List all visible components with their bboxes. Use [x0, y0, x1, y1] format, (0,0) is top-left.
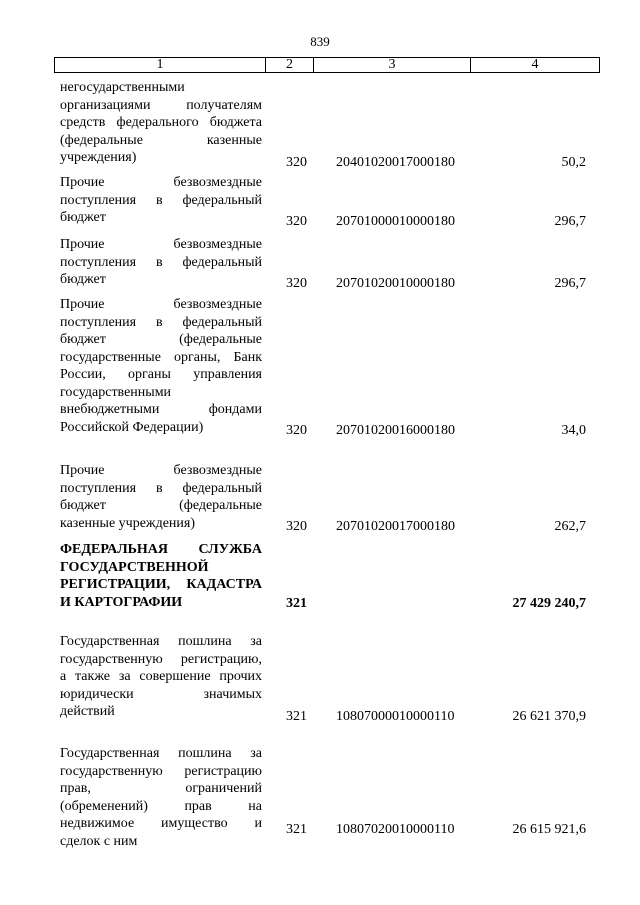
budget-classification-code: 20701020010000180 — [336, 276, 455, 291]
description-line: РЕГИСТРАЦИИ, КАДАСТРА — [60, 577, 262, 592]
description-line: Прочие безвозмездные — [60, 237, 262, 252]
description-line: действий — [60, 704, 115, 719]
description-line: Российской Федерации) — [60, 419, 204, 435]
description-line: России, органы управления — [60, 367, 262, 382]
description-line: ГОСУДАРСТВЕННОЙ — [60, 559, 209, 575]
description-line: поступления в федеральный — [60, 314, 262, 330]
description-line: Государственная пошлина за — [60, 634, 262, 649]
description-line: прав, ограничений — [60, 781, 262, 796]
description-line: средств федерального бюджета — [60, 115, 262, 130]
row-description — [60, 633, 262, 721]
description-line: негосударственными — [60, 80, 185, 95]
description-line: поступления в федеральный — [60, 192, 262, 208]
admin-code: 320 — [286, 423, 307, 438]
description-line: поступления в федеральный — [60, 480, 262, 496]
description-line: а также за совершение прочих — [60, 669, 262, 684]
description-line: (обременений) прав на — [60, 798, 262, 814]
amount: 26 621 370,9 — [512, 709, 586, 724]
budget-classification-code: 10807020010000110 — [336, 822, 455, 837]
amount: 50,2 — [561, 155, 586, 170]
row-description — [60, 296, 262, 436]
amount: 296,7 — [554, 276, 586, 291]
page-number: 839 — [310, 34, 330, 49]
description-line: юридически значимых — [60, 686, 262, 702]
header-col-4: 4 — [531, 57, 539, 72]
description-line: внебюджетными фондами — [60, 402, 262, 417]
description-line: Государственная пошлина за — [60, 746, 262, 761]
amount: 296,7 — [554, 214, 586, 229]
row-description — [60, 79, 262, 167]
admin-code: 320 — [286, 276, 307, 291]
row-description — [60, 174, 262, 227]
header-col-2: 2 — [286, 57, 293, 72]
description-line: организациями получателям — [60, 97, 262, 113]
admin-code: 321 — [286, 822, 307, 837]
amount: 27 429 240,7 — [512, 596, 586, 611]
description-line: учреждения) — [60, 150, 137, 165]
admin-code: 320 — [286, 214, 307, 229]
description-line: государственную регистрацию, — [60, 651, 262, 667]
amount: 262,7 — [554, 519, 586, 534]
budget-classification-code: 20701020016000180 — [336, 423, 455, 438]
description-line: (федеральные казенные — [60, 132, 262, 148]
admin-code: 321 — [286, 596, 307, 611]
description-line: государственную регистрацию — [60, 763, 262, 779]
budget-classification-code: 20701020017000180 — [336, 519, 455, 534]
amount: 34,0 — [561, 423, 586, 438]
admin-code: 320 — [286, 155, 307, 170]
description-line: Прочие безвозмездные — [60, 297, 262, 312]
description-line: Прочие безвозмездные — [60, 463, 262, 478]
budget-classification-code: 10807000010000110 — [336, 709, 455, 724]
description-line: казенные учреждения) — [60, 515, 196, 531]
description-line: сделок с ним — [60, 833, 138, 849]
row-description — [60, 462, 262, 532]
header-col-3: 3 — [388, 57, 396, 72]
header-col-1: 1 — [156, 57, 164, 72]
admin-code: 321 — [286, 709, 307, 724]
description-line: Прочие безвозмездные — [60, 175, 262, 190]
description-line: государственными — [60, 384, 172, 400]
row-description — [60, 745, 262, 850]
admin-code: 320 — [286, 519, 307, 534]
row-description — [60, 541, 262, 611]
budget-classification-code: 20401020017000180 — [336, 155, 455, 170]
budget-classification-code: 20701000010000180 — [336, 214, 455, 229]
description-line: бюджет — [60, 272, 106, 287]
description-line: бюджет (федеральные — [60, 498, 262, 513]
table-header — [54, 57, 600, 73]
description-line: ФЕДЕРАЛЬНАЯ СЛУЖБА — [60, 542, 262, 557]
description-line: недвижимое имущество и — [60, 816, 262, 831]
row-description — [60, 236, 262, 289]
description-line: государственные органы, Банк — [60, 349, 262, 365]
description-line: поступления в федеральный — [60, 254, 262, 270]
description-line: бюджет — [60, 210, 106, 225]
description-line: бюджет (федеральные — [60, 332, 262, 347]
amount: 26 615 921,6 — [512, 822, 586, 837]
description-line: И КАРТОГРАФИИ — [60, 594, 183, 610]
